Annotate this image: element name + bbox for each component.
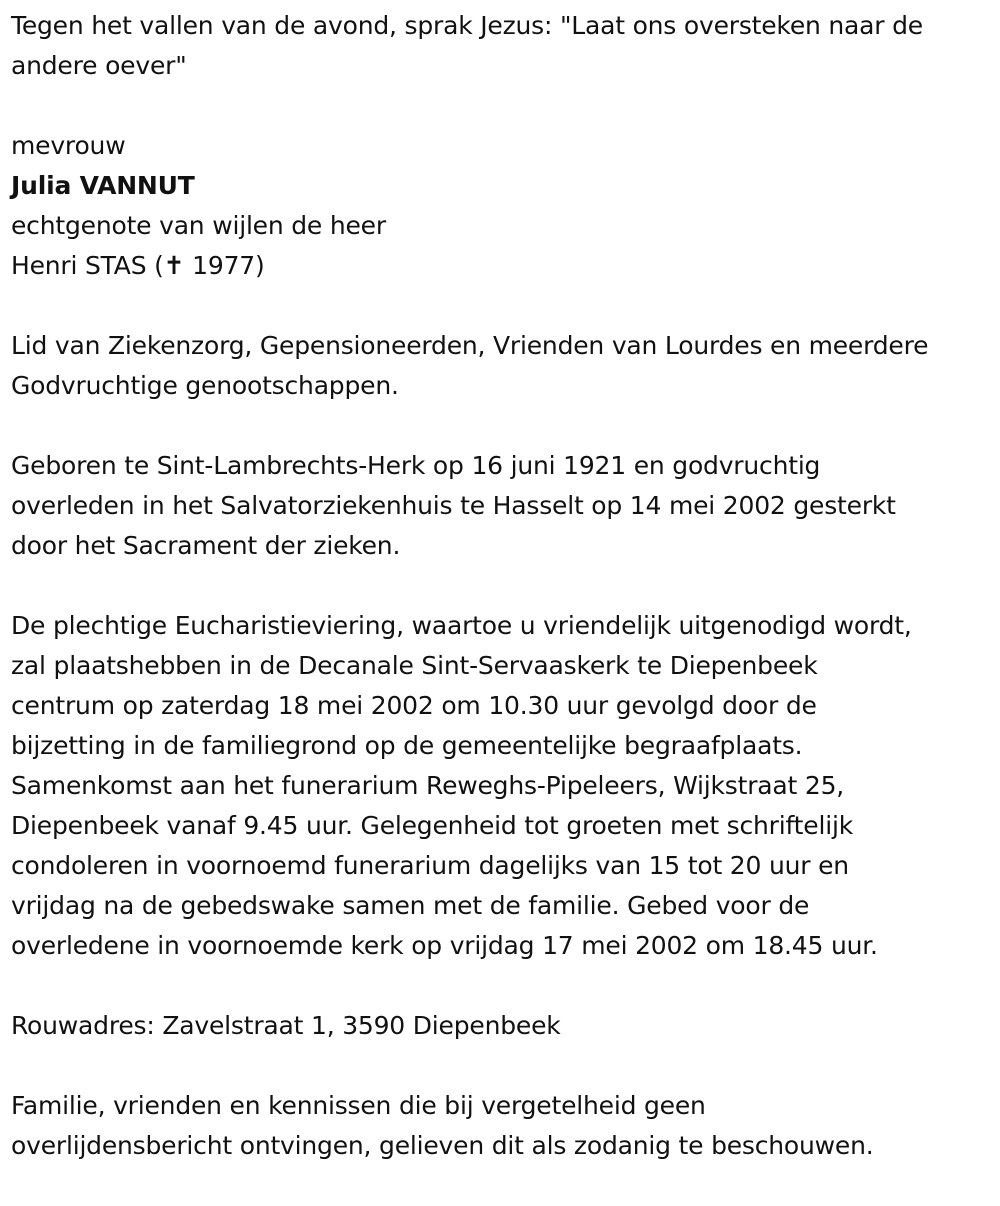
salutation: mevrouw — [11, 131, 126, 160]
spacer — [11, 86, 996, 126]
birth-death-paragraph — [11, 446, 996, 566]
epigraph — [11, 6, 996, 86]
deceased-block — [11, 126, 996, 286]
paragraph-line: vrijdag na de gebedswake samen met de familie. Gebed voor de — [11, 891, 810, 920]
paragraph-line: overleden in het Salvatorziekenhuis te Hasselt op 14 mei 2002 gesterkt — [11, 491, 896, 520]
paragraph-line: Geboren te Sint-Lambrechts-Herk op 16 juni 1921 en godvruchtig — [11, 451, 821, 480]
paragraph-line: Diepenbeek vanaf 9.45 uur. Gelegenheid tot groeten met schriftelijk — [11, 811, 853, 840]
spouse-name: Henri STAS (✝ 1977) — [11, 251, 265, 280]
closing-paragraph — [11, 1086, 996, 1166]
paragraph-line: Lid van Ziekenzorg, Gepensioneerden, Vrienden van Lourdes en meerdere — [11, 331, 929, 360]
mourning-address: Rouwadres: Zavelstraat 1, 3590 Diepenbeek — [11, 1011, 561, 1040]
deceased-name: Julia VANNUT — [11, 171, 195, 200]
paragraph-line: door het Sacrament der zieken. — [11, 531, 401, 560]
paragraph-line: Samenkomst aan het funerarium Reweghs-Pipeleers, Wijkstraat 25, — [11, 771, 845, 800]
relation-text: echtgenote van wijlen de heer — [11, 211, 386, 240]
paragraph-line: Familie, vrienden en kennissen die bij vergetelheid geen — [11, 1091, 706, 1120]
epigraph-line: andere oever" — [11, 51, 187, 80]
membership-paragraph — [11, 326, 996, 406]
paragraph-line: overlijdensbericht ontvingen, gelieven dit als zodanig te beschouwen. — [11, 1131, 874, 1160]
paragraph-line: condoleren in voornoemd funerarium dagelijks van 15 tot 20 uur en — [11, 851, 849, 880]
paragraph-line: bijzetting in de familiegrond op de gemeentelijke begraafplaats. — [11, 731, 803, 760]
spacer — [11, 406, 996, 446]
paragraph-line: zal plaatshebben in de Decanale Sint-Servaaskerk te Diepenbeek — [11, 651, 818, 680]
paragraph-line: De plechtige Eucharistieviering, waartoe u vriendelijk uitgenodigd wordt, — [11, 611, 912, 640]
epigraph-line: Tegen het vallen van de avond, sprak Jezus: "Laat ons oversteken naar de — [11, 11, 923, 40]
paragraph-line: centrum op zaterdag 18 mei 2002 om 10.30 uur gevolgd door de — [11, 691, 817, 720]
paragraph-line: overledene in voornoemde kerk op vrijdag 17 mei 2002 om 18.45 uur. — [11, 931, 878, 960]
ceremony-paragraph — [11, 606, 996, 966]
paragraph-line: Godvruchtige genootschappen. — [11, 371, 399, 400]
spacer — [11, 1046, 996, 1086]
obituary-document — [11, 6, 996, 1166]
spacer — [11, 286, 996, 326]
spacer — [11, 566, 996, 606]
spacer — [11, 966, 996, 1006]
